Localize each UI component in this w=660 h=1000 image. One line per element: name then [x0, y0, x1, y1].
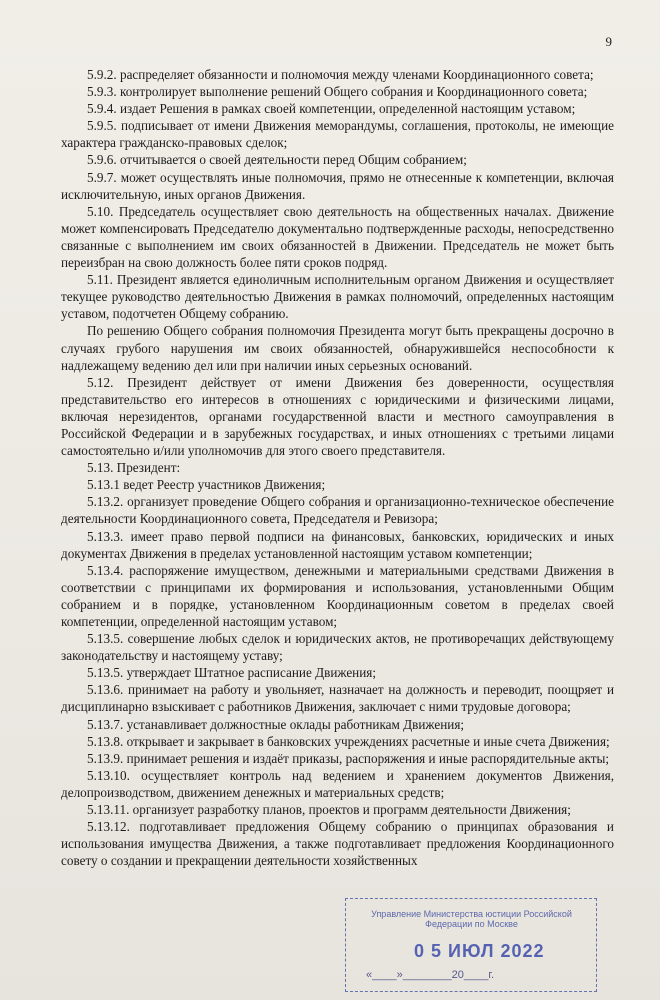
document-body	[61, 66, 614, 869]
paragraph: 5.11. Президент является единоличным исполнительным органом Движения и осуществляет текущее руководство деятельностью Движения в рамках полномочий, определенных настоящим уставом, подотчетен Общему собранию.	[61, 272, 614, 322]
paragraph: 5.9.3. контролирует выполнение решений Общего собрания и Координационного совета;	[87, 84, 588, 100]
paragraph: 5.13.6. принимает на работу и увольняет, назначает на должность и переводит, поощряет и дисциплинарно взыскивает с работников Движения, заключает с ними трудовые договора;	[61, 682, 614, 715]
paragraph: 5.13.12. подготавливает предложения Общему собранию о принципах образования и использования имущества Движения, а также подготавливает предложения Координационного совету о создании и прекращении деятельности хозяйственных	[61, 819, 614, 869]
stamp-organization: Управление Министерства юстиции Российской Федерации по Москве	[371, 909, 572, 929]
stamp-date-line: «____»________20____г.	[366, 969, 495, 981]
paragraph: 5.13.2. организует проведение Общего собрания и организационно-техническое обеспечение деятельности Координационного совета, Председателя и Ревизора;	[61, 494, 614, 527]
paragraph: 5.13.9. принимает решения и издаёт приказы, распоряжения и иные распорядительные акты;	[87, 750, 610, 766]
registration-stamp	[345, 898, 597, 992]
stamp-date: 0 5 ИЮЛ 2022	[414, 941, 545, 961]
paragraph: 5.9.2. распределяет обязанности и полномочия между членами Координационного совета;	[87, 67, 594, 82]
paragraph: 5.13.8. открывает и закрывает в банковских учреждениях расчетные и иные счета Движения;	[87, 733, 610, 749]
paragraph: 5.13.5. утверждает Штатное расписание Движения;	[87, 665, 377, 681]
paragraph: 5.13.4. распоряжение имуществом, денежными и материальными средствами Движения в соответствии с принципами их формирования и использования, установленными Общим собранием и в порядке, установленном Координационным советом в пределах своей компетенции, определенной настоящим уставом;	[61, 562, 614, 629]
paragraph: 5.12. Президент действует от имени Движения без доверенности, осуществляя представительство его интересов в отношениях с юридическими и физическими лицами, включая нерезидентов, органами государственной власти и местного самоуправления в Российской Федерации и в зарубежных государствах, и иных отношениях с третьими лицами самостоятельно и/или уполномочив для этого своего представителя.	[61, 374, 614, 459]
paragraph: 5.13.5. совершение любых сделок и юридических актов, не противоречащих действующему законодательству и настоящему уставу;	[61, 631, 614, 664]
paragraph: 5.13.10. осуществляет контроль над ведением и хранением документов Движения, делопроизводством, движением денежных и материальных средств;	[61, 767, 614, 800]
paragraph: 5.9.5. подписывает от имени Движения меморандумы, соглашения, протоколы, не имеющие характера гражданско-правовых сделок;	[61, 118, 614, 151]
paragraph: 5.9.6. отчитывается о своей деятельности перед Общим собранием;	[87, 152, 467, 168]
paragraph: 5.9.7. может осуществлять иные полномочия, прямо не отнесенные к компетенции, включая исключительную, иных органов Движения.	[61, 169, 614, 202]
paragraph: По решению Общего собрания полномочия Президента могут быть прекращены досрочно в случаях грубого нарушения им своих обязанностей, обнаружившейся неспособности к надлежащему ведению дел или при наличии иных серьезных оснований.	[61, 323, 614, 373]
paragraph: 5.9.4. издает Решения в рамках своей компетенции, определенной настоящим уставом;	[87, 101, 576, 117]
page-number: 9	[605, 34, 612, 49]
paragraph: 5.13.3. имеет право первой подписи на финансовых, банковских, юридических и иных документах Движения в пределах установленной настоящим уставом компетенции;	[61, 528, 614, 561]
paragraph: 5.13.7. устанавливает должностные оклады работникам Движения;	[87, 716, 465, 732]
paragraph: 5.13.11. организует разработку планов, проектов и программ деятельности Движения;	[87, 802, 571, 818]
paragraph: 5.13.1 ведет Реестр участников Движения;	[87, 477, 326, 493]
paragraph: 5.10. Председатель осуществляет свою деятельность на общественных началах. Движение может компенсировать Председателю документально подтвержденные расходы, непосредственно связанные с выполнением им своих обязанностей в Движении. Председатель не может быть переизбран на свою должность более пяти сроков подряд.	[61, 203, 614, 271]
paragraph: 5.13. Президент:	[87, 460, 181, 476]
